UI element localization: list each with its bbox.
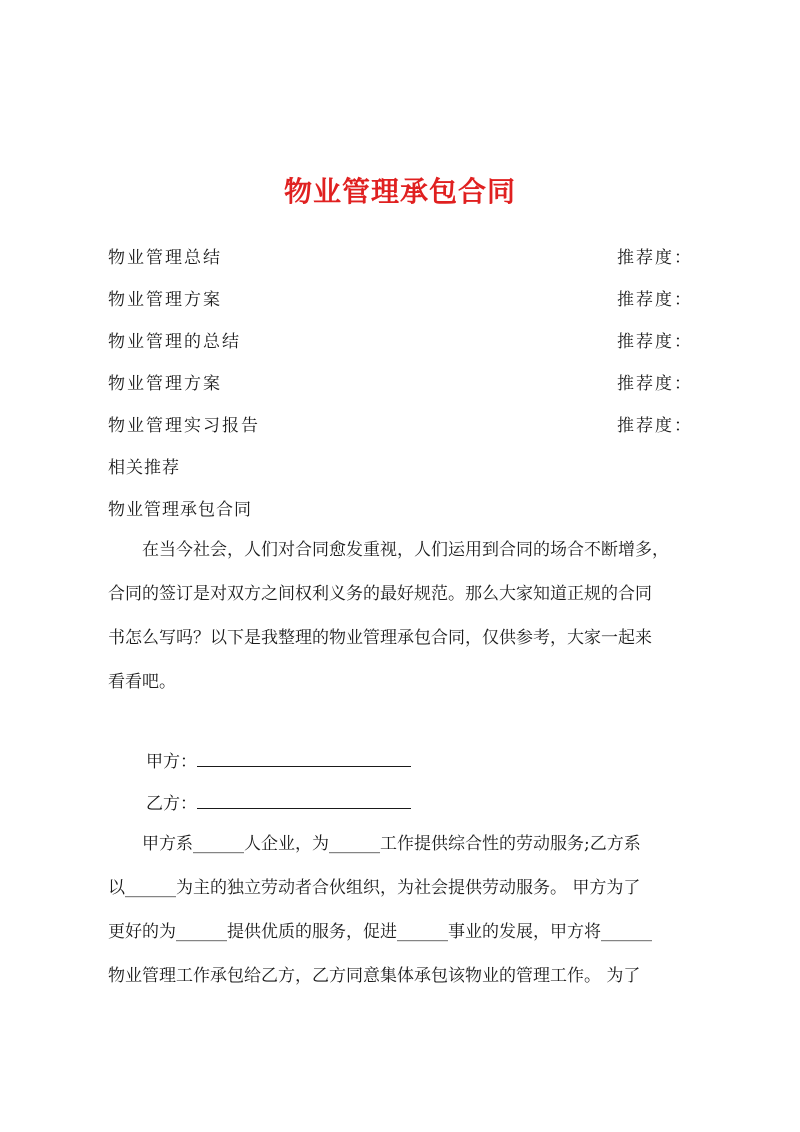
paragraph-line: 合同的签订是对双方之间权利义务的最好规范。那么大家知道正规的合同 bbox=[108, 584, 652, 604]
party-a-line bbox=[146, 748, 411, 776]
paragraph-line: 看看吧。 bbox=[108, 672, 176, 692]
recommendation-row bbox=[108, 286, 693, 314]
recommendation-label: 推荐度： bbox=[617, 416, 693, 436]
paragraph-line: 物业管理工作承包给乙方，乙方同意集体承包该物业的管理工作。 为了 bbox=[108, 966, 641, 986]
party-b-label: 乙方： bbox=[146, 794, 197, 814]
paragraph-line: 以______为主的独立劳动者合伙组织，为社会提供劳动服务。 甲方为了 bbox=[108, 878, 641, 898]
recommendation-label: 推荐度： bbox=[617, 290, 693, 310]
related-item: 物业管理承包合同 bbox=[108, 500, 252, 520]
recommendation-label: 推荐度： bbox=[617, 374, 693, 394]
recommendation-row bbox=[108, 244, 693, 272]
body-paragraph bbox=[108, 822, 703, 998]
party-a-label: 甲方： bbox=[146, 752, 197, 772]
recommendation-row bbox=[108, 370, 693, 398]
paragraph-line: 书怎么写吗？以下是我整理的物业管理承包合同，仅供参考，大家一起来 bbox=[108, 628, 652, 648]
paragraph-line: 更好的为______提供优质的服务，促进______事业的发展，甲方将______ bbox=[108, 922, 652, 942]
recommendation-name: 物业管理方案 bbox=[108, 374, 222, 394]
document-title: 物业管理承包合同 bbox=[283, 175, 516, 208]
intro-paragraph bbox=[108, 528, 703, 704]
party-a-blank bbox=[197, 750, 411, 767]
recommendation-label: 推荐度： bbox=[617, 248, 693, 268]
related-heading: 相关推荐 bbox=[108, 458, 180, 478]
party-b-blank bbox=[197, 792, 411, 809]
recommendation-name: 物业管理方案 bbox=[108, 290, 222, 310]
paragraph-line: 在当今社会，人们对合同愈发重视，人们运用到合同的场合不断增多， bbox=[108, 540, 669, 560]
paragraph-line: 甲方系______人企业，为______工作提供综合性的劳动服务;乙方系 bbox=[108, 834, 641, 854]
party-b-line bbox=[146, 790, 411, 818]
recommendation-name: 物业管理总结 bbox=[108, 248, 222, 268]
recommendation-row bbox=[108, 328, 693, 356]
recommendation-label: 推荐度： bbox=[617, 332, 693, 352]
recommendation-name: 物业管理的总结 bbox=[108, 332, 241, 352]
recommendation-name: 物业管理实习报告 bbox=[108, 416, 260, 436]
recommendation-row bbox=[108, 412, 693, 440]
